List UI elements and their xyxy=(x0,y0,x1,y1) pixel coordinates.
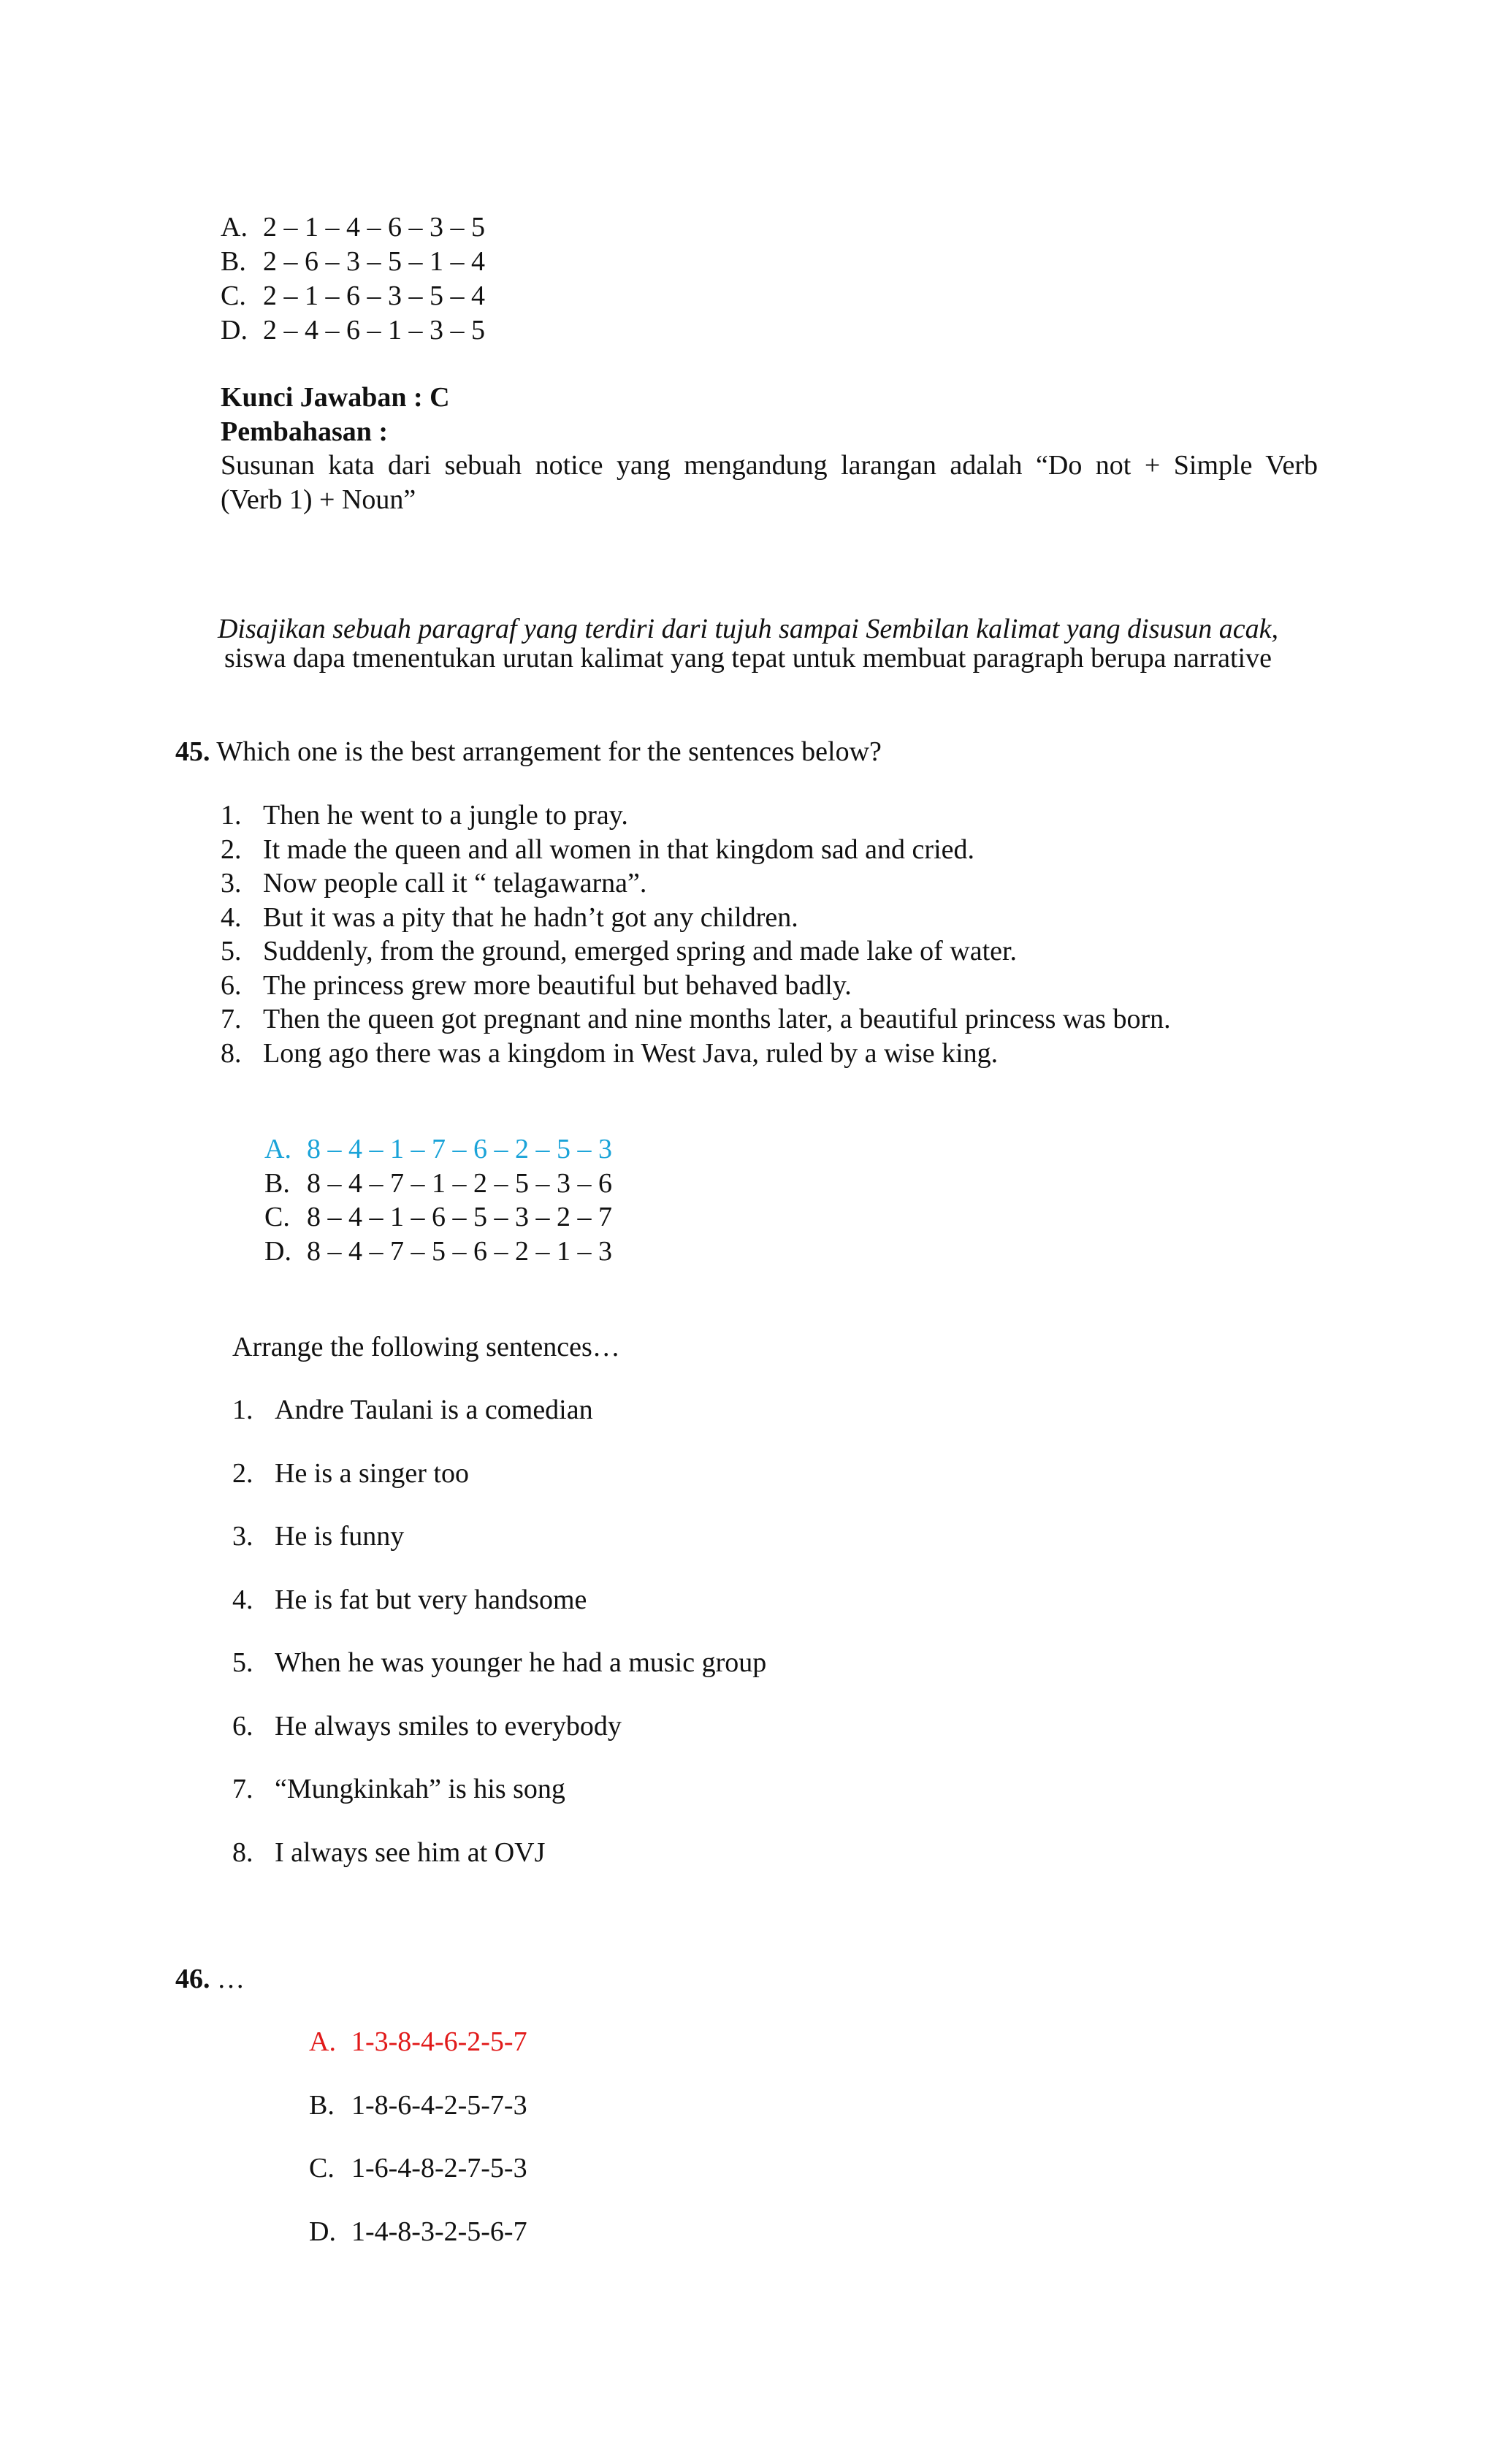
q46-sentence-2: 2. He is a singer too xyxy=(232,1458,469,1489)
question-number: 45. xyxy=(175,736,210,767)
q45-sentence-4: 4. But it was a pity that he hadn’t got any children. xyxy=(221,902,798,933)
discussion-line-2: (Verb 1) + Noun” xyxy=(221,484,416,515)
q46-sentence-5: 5. When he was younger he had a music group xyxy=(232,1647,767,1678)
q46-sentence-4: 4. He is fat but very handsome xyxy=(232,1584,587,1615)
prev-option-d: D. 2 – 4 – 6 – 1 – 3 – 5 xyxy=(221,315,485,346)
q46-intro: Arrange the following sentences… xyxy=(232,1332,620,1362)
q45-option-c: C. 8 – 4 – 1 – 6 – 5 – 3 – 2 – 7 xyxy=(264,1202,612,1232)
q45-option-d: D. 8 – 4 – 7 – 5 – 6 – 2 – 1 – 3 xyxy=(264,1236,612,1267)
q45-sentence-1: 1. Then he went to a jungle to pray. xyxy=(221,800,628,831)
question-45-prompt: 45. Which one is the best arrangement for the sentences below? xyxy=(175,736,882,767)
discussion-title: Pembahasan : xyxy=(221,416,389,447)
q46-option-c: C. 1-6-4-8-2-7-5-3 xyxy=(309,2153,527,2183)
prev-option-c: C. 2 – 1 – 6 – 3 – 5 – 4 xyxy=(221,281,485,311)
q45-sentence-5: 5. Suddenly, from the ground, emerged spring and made lake of water. xyxy=(221,936,1018,966)
prev-option-a: A. 2 – 1 – 4 – 6 – 3 – 5 xyxy=(221,212,485,243)
q46-sentence-8: 8. I always see him at OVJ xyxy=(232,1837,546,1868)
q46-option-b: B. 1-8-6-4-2-5-7-3 xyxy=(309,2090,527,2121)
q46-option-d: D. 1-4-8-3-2-5-6-7 xyxy=(309,2216,527,2247)
q45-sentence-2: 2. It made the queen and all women in that kingdom sad and cried. xyxy=(221,834,974,865)
q45-option-a-answer: A. 8 – 4 – 1 – 7 – 6 – 2 – 5 – 3 xyxy=(264,1134,612,1164)
q46-sentence-7: 7. “Mungkinkah” is his song xyxy=(232,1774,565,1804)
q45-sentence-8: 8. Long ago there was a kingdom in West Java, ruled by a wise king. xyxy=(221,1038,999,1069)
answer-key: Kunci Jawaban : C xyxy=(221,382,450,413)
indicator-line-1: Disajikan sebuah paragraf yang terdiri dari tujuh sampai Sembilan kalimat yang disusun acak, xyxy=(217,614,1278,644)
q45-sentence-3: 3. Now people call it “ telagawarna”. xyxy=(221,868,647,899)
question-number: 46. xyxy=(175,1964,210,1994)
indicator-line-2: siswa dapa tmenentukan urutan kalimat yang tepat untuk membuat paragraph berupa narrative xyxy=(224,643,1272,674)
question-46-heading: 46. … xyxy=(175,1964,245,1994)
q46-sentence-6: 6. He always smiles to everybody xyxy=(232,1711,622,1742)
q46-option-a-answer: A. 1-3-8-4-6-2-5-7 xyxy=(309,2026,527,2057)
q45-option-b: B. 8 – 4 – 7 – 1 – 2 – 5 – 3 – 6 xyxy=(264,1168,612,1199)
q45-sentence-6: 6. The princess grew more beautiful but behaved badly. xyxy=(221,970,852,1001)
prev-option-b: B. 2 – 6 – 3 – 5 – 1 – 4 xyxy=(221,246,485,277)
q45-sentence-7: 7. Then the queen got pregnant and nine months later, a beautiful princess was born. xyxy=(221,1004,1171,1034)
q46-sentence-3: 3. He is funny xyxy=(232,1521,405,1552)
q46-sentence-1: 1. Andre Taulani is a comedian xyxy=(232,1395,593,1425)
discussion-line-1: Susunan kata dari sebuah notice yang mengandung larangan adalah “Do not + Simple Verb xyxy=(221,450,1318,481)
